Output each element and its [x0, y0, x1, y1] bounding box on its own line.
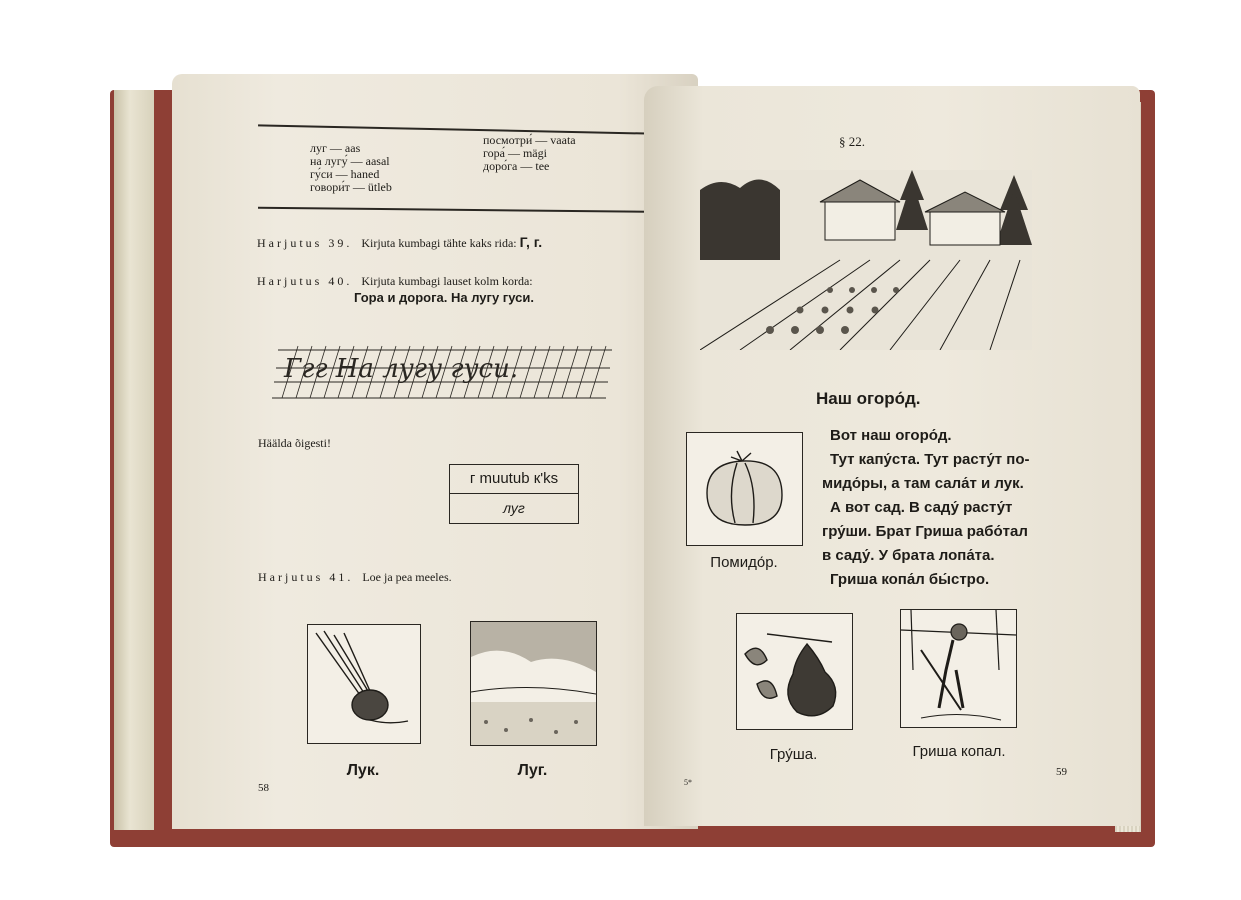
exercise-39: [257, 234, 542, 251]
exercise-text: Kirjuta kumbagi lauset kolm korda:: [361, 274, 533, 288]
garden-illustration: [700, 170, 1032, 350]
exercise-label: Harjutus 40.: [257, 274, 353, 288]
top-rule: [258, 124, 696, 135]
vocab-list-right: [483, 134, 576, 173]
caption-pear: Гру́ша.: [769, 746, 818, 763]
boy-digging-icon: [901, 610, 1016, 727]
caption-boy: Гриша копал.: [912, 743, 1006, 760]
tomato-illustration: [686, 432, 803, 546]
section-number: § 22.: [839, 134, 865, 149]
open-book: [110, 72, 1155, 847]
vocab-item: гу́си — haned: [310, 167, 380, 181]
caption-tomato: Помидо́р.: [710, 554, 778, 571]
vocab-item: луг — aas: [310, 141, 361, 155]
meadow-icon: [471, 622, 596, 745]
onion-icon: [308, 625, 420, 743]
exercise-40: [257, 274, 533, 289]
tomato-icon: [687, 433, 802, 545]
caption-onion: Лук.: [346, 762, 380, 779]
story-line: Тут капу́ста. Тут расту́т по-: [830, 451, 1030, 468]
story-line: Вот наш огоро́д.: [830, 427, 952, 444]
exercise-40-bold: Гора и дорога. На лугу гуси.: [354, 290, 534, 305]
story-line: мидо́ры, а там сала́т и лук.: [822, 475, 1024, 492]
pronunciation-rule-box: [449, 464, 579, 524]
exercise-bold: Г, г.: [519, 234, 543, 250]
handwriting-text: Ггг На лугу гуси.: [284, 354, 519, 384]
bottom-rule: [258, 207, 696, 213]
vocab-item: посмотри́ — vaata: [483, 133, 576, 147]
pear-icon: [737, 614, 852, 729]
vocab-item: доро́га — tee: [483, 159, 550, 173]
story-line: А вот сад. В саду́ расту́т: [830, 499, 1013, 516]
handwriting-sample: [272, 342, 617, 402]
digging-boy-illustration: [900, 609, 1017, 728]
pear-illustration: [736, 613, 853, 730]
story-title: Наш огоро́д.: [816, 389, 921, 408]
onion-illustration: [307, 624, 421, 744]
right-page: [644, 86, 1140, 826]
left-page: [172, 74, 698, 829]
page-stack-left: [114, 90, 154, 830]
exercise-text: Kirjuta kumbagi tähte kaks rida:: [361, 236, 517, 250]
vocab-list-left: [310, 142, 392, 194]
vocab-item: говори́т — ütleb: [310, 180, 392, 194]
vocab-item: на лугу́ — aasal: [310, 154, 390, 168]
vocab-item: гора́ — mägi: [483, 146, 547, 160]
story-line: Гриша копа́л бы́стро.: [830, 571, 990, 588]
story-text: [822, 424, 1062, 592]
story-line: в саду́. У брата лопа́та.: [822, 547, 995, 564]
garden-scene: [700, 170, 1032, 350]
caption-meadow: Луг.: [517, 762, 548, 779]
meadow-illustration: [470, 621, 597, 746]
page-number-left: 58: [258, 782, 269, 794]
exercise-label: Harjutus 39.: [257, 236, 353, 250]
exercise-text: Loe ja pea meeles.: [362, 570, 452, 584]
rule-top: г muutub к'ks: [450, 465, 578, 494]
story-line: гру́ши. Брат Гриша рабо́тал: [822, 523, 1028, 540]
pronounce-heading: Häälda õigesti!: [258, 436, 331, 450]
exercise-41: [258, 570, 452, 585]
exercise-label: Harjutus 41.: [258, 570, 354, 584]
signature-mark: 5*: [684, 778, 692, 787]
rule-bottom: луг: [503, 500, 525, 516]
page-number-right: 59: [1056, 766, 1067, 778]
